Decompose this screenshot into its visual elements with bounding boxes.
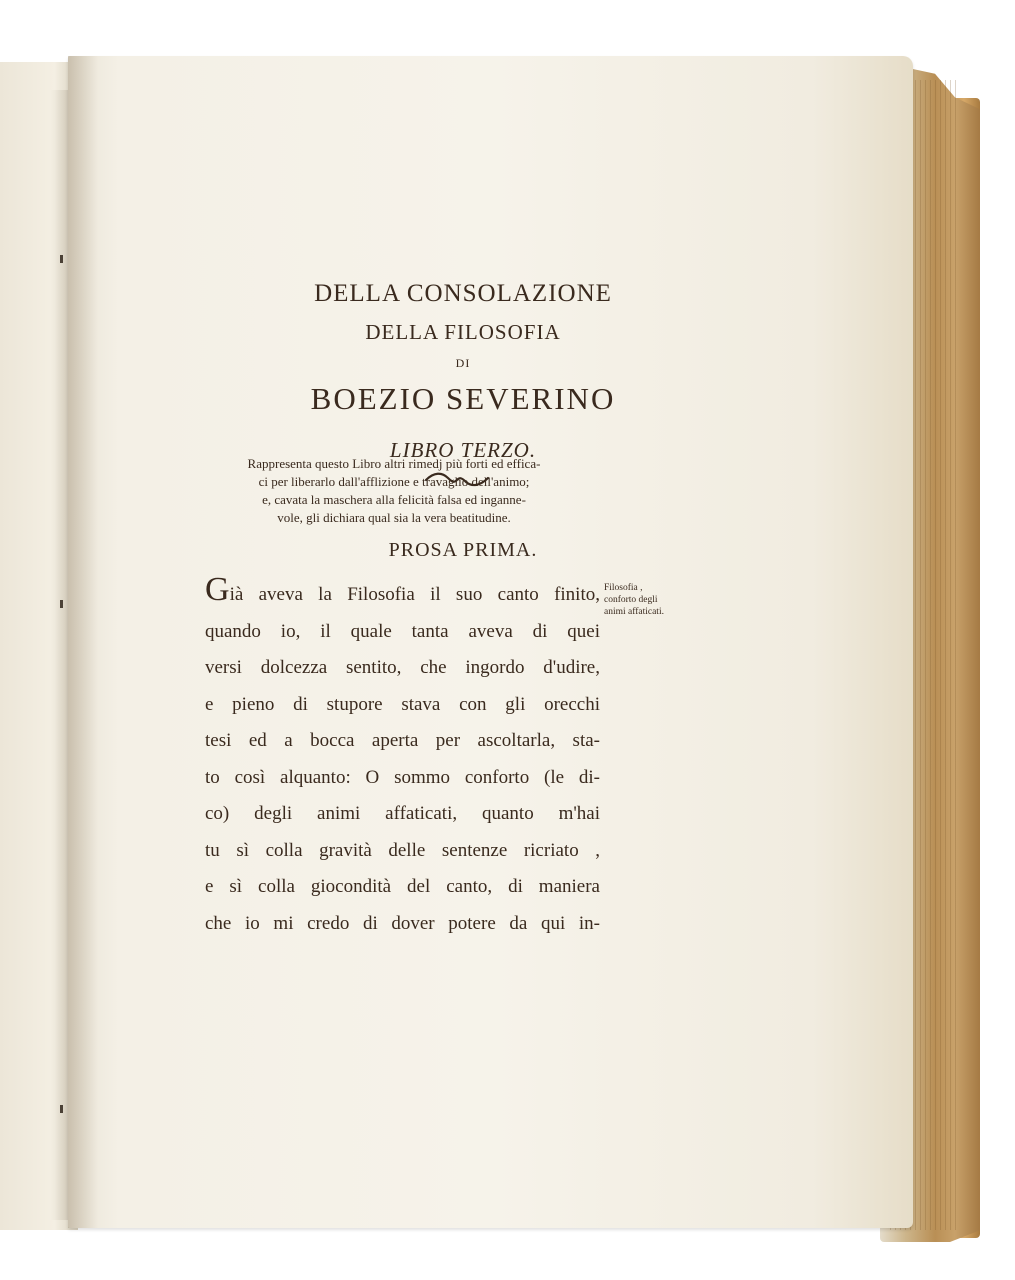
summary-line: vole, gli dichiara qual sia la vera beatitudine. <box>277 510 511 525</box>
book-heading: LIBRO TERZO. <box>389 438 537 462</box>
body-line: e sì colla giocondità del canto, di maniera <box>205 876 600 897</box>
title-preposition: DI <box>455 356 471 370</box>
margin-note <box>604 582 666 618</box>
summary-line: Rappresenta questo Libro altri rimedj più forti ed effica- <box>247 456 541 471</box>
body-line: to così alquanto: O sommo conforto (le di- <box>205 766 600 788</box>
title-line-1: DELLA CONSOLAZIONE <box>314 280 612 307</box>
margin-note-line: Filosofia , <box>604 583 643 593</box>
summary-line: e, cavata la maschera alla felicità falsa ed inganne- <box>262 492 526 507</box>
book-summary <box>214 455 574 527</box>
binding-stitch <box>60 1105 63 1113</box>
section-heading: PROSA PRIMA. <box>388 539 538 561</box>
gutter-shadow <box>68 56 98 1228</box>
body-line: quando io, il quale tanta aveva di quei <box>205 620 600 642</box>
body-line: che io mi credo di dover potere da qui in- <box>205 912 600 934</box>
body-line: tu sì colla gravità delle sentenze ricriato , <box>205 839 600 861</box>
body-line: Già aveva la Filosofia il suo canto finito, <box>205 571 600 608</box>
body-text <box>205 572 600 942</box>
body-line: co) degli animi affaticati, quanto m'hai <box>205 803 600 824</box>
body-line: versi dolcezza sentito, che ingordo d'udire, <box>205 657 600 678</box>
binding-stitch <box>60 600 63 608</box>
body-line: e pieno di stupore stava con gli orecchi <box>205 693 600 715</box>
title-line-2: DELLA FILOSOFIA <box>365 320 561 344</box>
summary-line: ci per liberarlo dall'afflizione e travaglio dell'animo; <box>258 474 530 489</box>
body-line: tesi ed a bocca aperta per ascoltarla, sta- <box>205 730 600 751</box>
margin-note-line: animi affaticati. <box>604 607 664 617</box>
margin-note-line: conforto degli <box>604 595 658 605</box>
author-name: BOEZIO SEVERINO <box>310 381 616 416</box>
binding-stitch <box>60 255 63 263</box>
